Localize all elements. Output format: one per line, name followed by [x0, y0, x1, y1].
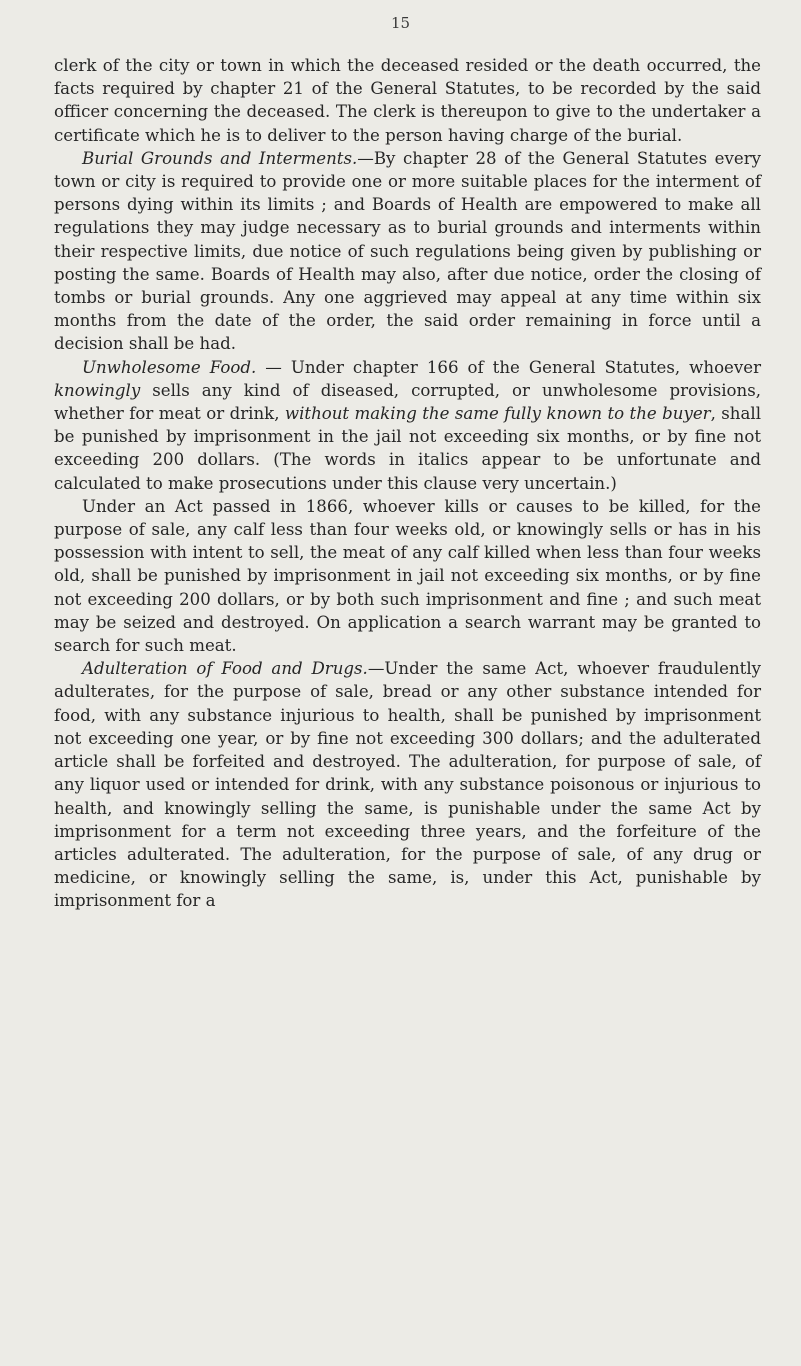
section-heading: Burial Grounds and Interments. — [82, 148, 358, 168]
paragraph-unwholesome-food — [54, 356, 761, 495]
section-heading: Adulteration of Food and Drugs. — [82, 659, 368, 679]
paragraph-text: , shall be punished by imprisonment in the jail not exceeding six months, or by fine not exceeding 200 dollars. (The words in italics appear to be unfortunate and calculated to make prosecutions under this clause very uncertain.) — [54, 404, 761, 493]
paragraph-text: clerk of the city or town in which the deceased resided or the death occurred, the facts required by chapter 21 of the General Statutes, to be recorded by the said officer concerning the deceased. The clerk is thereupon to give to the undertaker a certificate which he is to deliver to the person having charge of the burial. — [54, 56, 761, 145]
body-text — [54, 54, 761, 913]
paragraph-text: —By chapter 28 of the General Statutes every town or city is required to provide one or more suitable places for the interment of persons dying within its limits ; and Boards of Health are empowered to make all regulations they may judge necessary as to burial grounds and interments within their respective limits, due notice of such regulations being given by publishing or posting the same. Boards of Health may also, after due notice, order the closing of tombs or burial grounds. Any one aggrieved may appeal at any time within six months from the date of the order, the said order remaining in force until a decision shall be had. — [54, 148, 762, 354]
paragraph-text: —Under the same Act, whoever fraudulently adulterates, for the purpose of sale, bread or any other substance intended for food, with any substance injurious to health, shall be punished by imprisonment not exceeding one year, or by fine not exceeding 300 dollars; and the adulterated article shall be forfeited and destroyed. The adulteration, for purpose of sale, of any liquor used or intended for drink, with any substance poisonous or injurious to health, and knowingly selling the same, is punishable under the same Act by imprisonment for a term not exceeding three years, and the forfeiture of the articles adulterated. The adulteration, for the purpose of sale, of any drug or medicine, or knowingly selling the same, is, under this Act, punishable by imprisonment for a — [54, 659, 761, 911]
paragraph-text: — Under chapter 166 of the General Statutes, whoever — [256, 357, 762, 377]
paragraph-burial-certificate — [54, 54, 761, 147]
paragraph-text: sells any kind of diseased, corrupted, or unwholesome provisions, whether for meat or drink, — [54, 380, 761, 424]
emphasis-text: without making the same fully known to the buyer — [284, 404, 711, 424]
paragraph-burial-grounds — [54, 147, 761, 356]
emphasis-text: knowingly — [54, 380, 141, 400]
paragraph-calf-act — [54, 495, 761, 657]
paragraph-adulteration — [54, 657, 761, 912]
section-heading: Unwholesome Food. — [82, 357, 257, 377]
paragraph-text: Under an Act passed in 1866, whoever kills or causes to be killed, for the purpose of sale, any calf less than four weeks old, or knowingly sells or has in his possession with intent to sell, the meat of any calf killed when less than four weeks old, shall be punished by imprisonment in jail not exceeding six months, or by fine not exceeding 200 dollars, or by both such imprisonment and fine ; and such meat may be seized and destroyed. On application a search warrant may be granted to search for such meat. — [54, 496, 761, 656]
page-number: 15 — [390, 14, 411, 32]
